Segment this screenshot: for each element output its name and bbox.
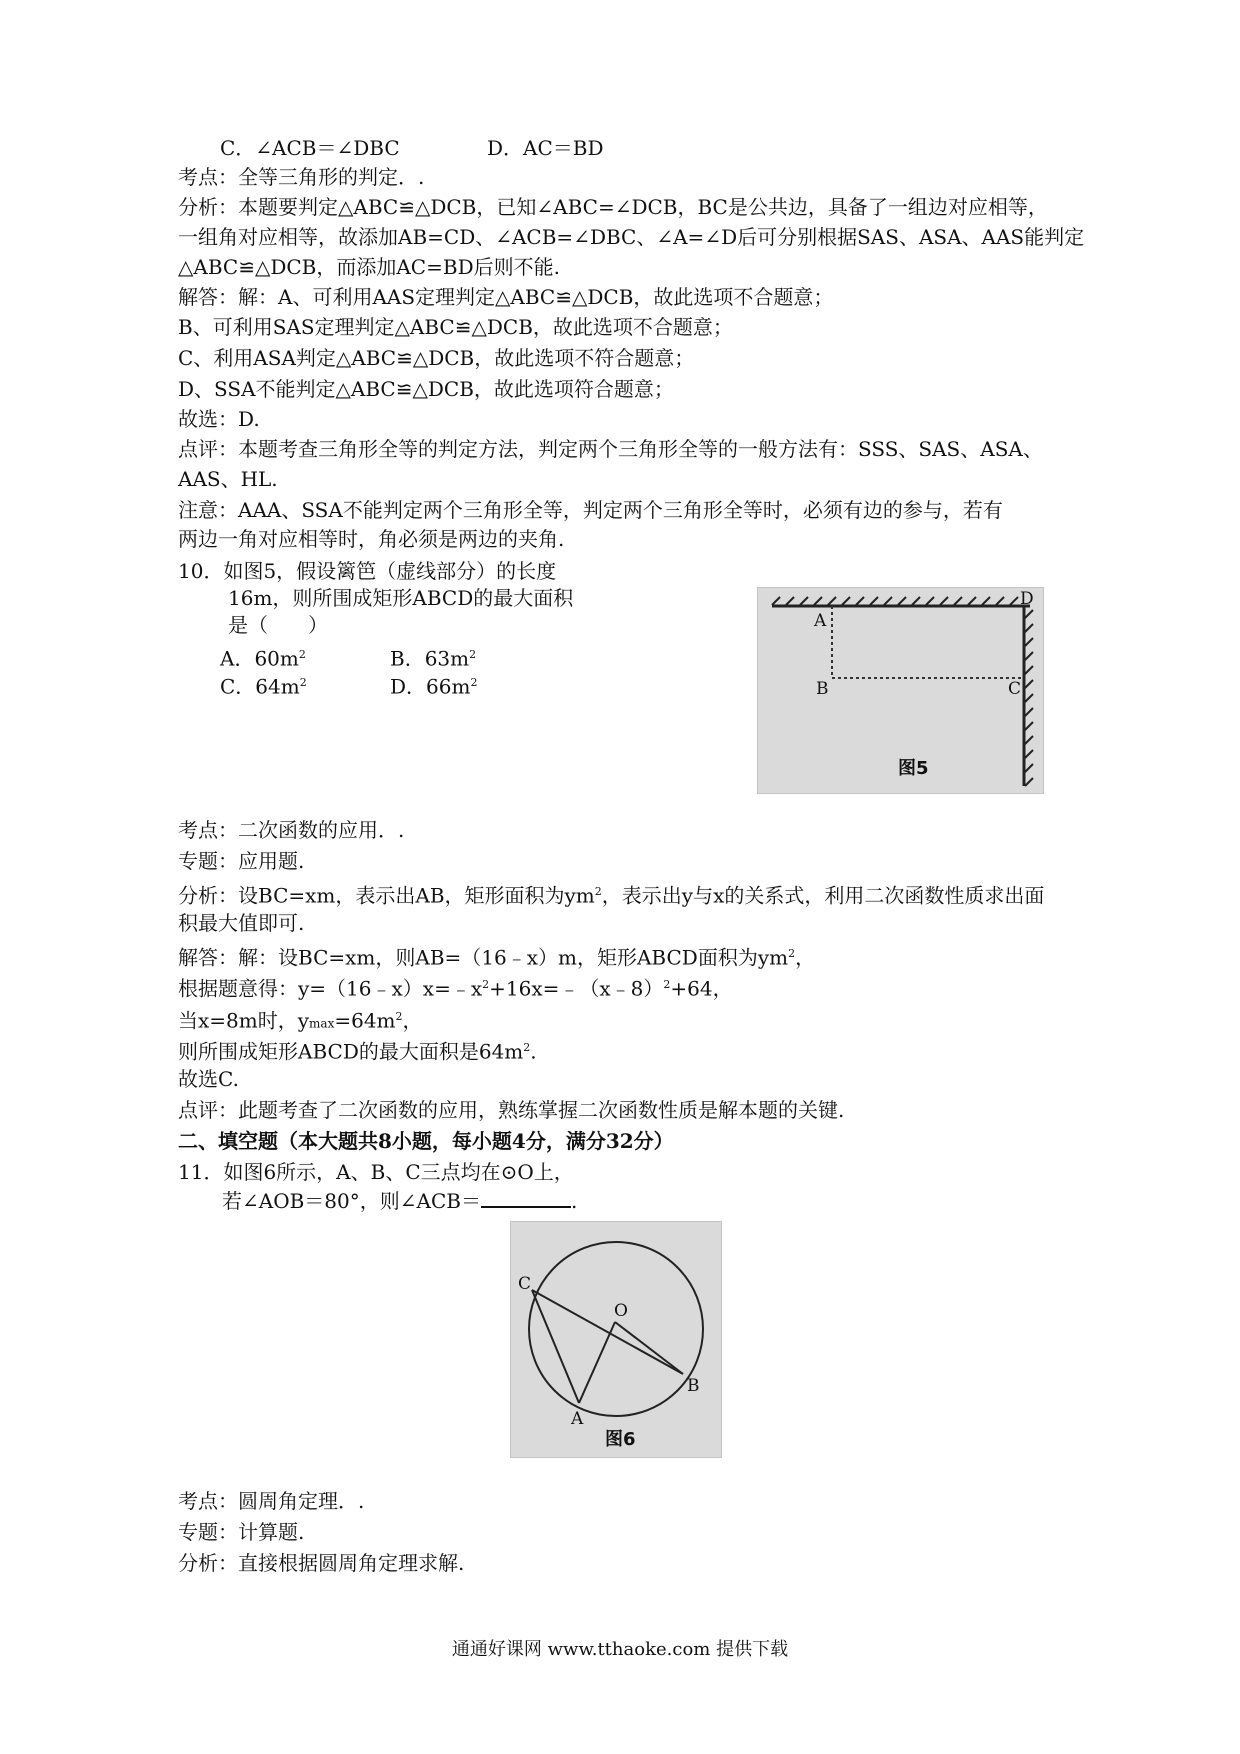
q9-zhuyi-line2: 两边一角对应相等时，角必须是两边的夹角. (178, 527, 565, 551)
q11-stem-line1: 11．如图6所示，A、B、C三点均在⊙O上， (178, 1160, 574, 1184)
label-a: A (571, 1409, 584, 1429)
q10-kaodian: 考点：二次函数的应用．. (178, 818, 405, 842)
answer-blank (481, 1186, 571, 1208)
q10-option-d: D．$66m^2$ (390, 674, 478, 699)
q9-jieda-line4: D、SSA不能判定△ABC≌△DCB，故此选项符合题意； (178, 377, 674, 401)
q9-answer: 故选：D. (178, 407, 260, 431)
q10-stem-line3: 是（ ） (228, 613, 328, 637)
wall-top-hatching (772, 597, 1018, 605)
q9-jieda-line3: C、利用ASA判定△ABC≌△DCB，故此选项不符合题意； (178, 346, 695, 370)
label-d: D (1020, 589, 1034, 609)
label-o: O (614, 1301, 628, 1321)
q9-dianping-line2: AAS、HL. (178, 467, 278, 491)
q10-fenxi-line1: 分析：设BC=xm，表示出AB，矩形面积为$ym^2$，表示出y与x的关系式，利用二次函数性质求出面 (178, 883, 1045, 908)
q10-option-a: A．$60m^2$ (220, 646, 306, 671)
circle-o (529, 1242, 703, 1416)
q9-jieda-line1: 解答：解：A、可利用AAS定理判定△ABC≌△DCB，故此选项不合题意； (178, 285, 834, 309)
q11-kaodian: 考点：圆周角定理．. (178, 1489, 365, 1513)
figure-6-caption: 图6 (605, 1429, 636, 1450)
label-b: B (687, 1376, 700, 1396)
label-b: B (816, 679, 829, 699)
label-c: C (1008, 679, 1022, 699)
segment-cb (532, 1290, 683, 1374)
q11-zhuanti: 专题：计算题. (178, 1520, 305, 1544)
q9-kaodian: 考点：全等三角形的判定．. (178, 165, 425, 189)
q10-fenxi-line2: 积最大值即可. (178, 911, 305, 935)
q9-option-d: D．AC＝BD (487, 136, 604, 160)
q9-fenxi-line2: 一组角对应相等，故添加AB=CD、∠ACB=∠DBC、∠A=∠D后可分别根据SAS、ASA、AAS能判定 (178, 225, 1085, 249)
wall-right-hatching (1025, 610, 1033, 786)
q10-stem-line2: 16m，则所围成矩形ABCD的最大面积 (228, 586, 574, 610)
label-c: C (518, 1274, 532, 1294)
q10-jieda-line3: 当x=8m时，$ymax=64m^2$， (178, 1008, 423, 1033)
q10-jieda-line1: 解答：解：设BC=xm，则AB=（16﹣x）m，矩形ABCD面积为$ym^2$， (178, 945, 816, 970)
q10-option-b: B．$63m^2$ (390, 646, 477, 671)
q11-stem-line2: 若∠AOB＝80°，则∠ACB＝ . (222, 1186, 577, 1216)
q9-fenxi-line3: △ABC≌△DCB，而添加AC=BD后则不能. (178, 255, 560, 279)
q10-answer: 故选C. (178, 1067, 239, 1091)
segment-ob (615, 1322, 683, 1374)
figure-5 (757, 587, 1044, 794)
page-footer: 通通好课网 www.tthaoke.com 提供下载 (451, 1639, 789, 1660)
figure-6-diagram (511, 1222, 721, 1457)
q10-stem-line1: 10．如图5，假设篱笆（虚线部分）的长度 (178, 559, 557, 583)
section-2-heading: 二、填空题（本大题共8小题，每小题4分，满分32分） (178, 1129, 674, 1153)
q11-fenxi: 分析：直接根据圆周角定理求解. (178, 1551, 465, 1575)
q10-zhuanti: 专题：应用题. (178, 849, 305, 873)
figure-5-diagram (758, 588, 1043, 793)
segment-ca (532, 1290, 579, 1403)
q10-jieda-line4: 则所围成矩形ABCD的最大面积是$64m^2$. (178, 1039, 537, 1064)
q9-dianping-line1: 点评：本题考查三角形全等的判定方法，判定两个三角形全等的一般方法有：SSS、SAS、ASA、 (178, 437, 1043, 461)
q9-jieda-line2: B、可利用SAS定理判定△ABC≌△DCB，故此选项不合题意； (178, 315, 733, 339)
q10-option-c: C．$64m^2$ (220, 674, 307, 699)
q10-jieda-line2: 根据题意得：$y=(16﹣x)x=﹣x^2+16x=﹣(x﹣8)^2+64$， (178, 976, 733, 1001)
q9-option-c: C．∠ACB＝∠DBC (220, 136, 400, 160)
label-a: A (814, 611, 827, 631)
figure-5-caption: 图5 (898, 758, 929, 779)
q10-dianping: 点评：此题考查了二次函数的应用，熟练掌握二次函数性质是解本题的关键. (178, 1098, 845, 1122)
q9-zhuyi-line1: 注意：AAA、SSA不能判定两个三角形全等，判定两个三角形全等时，必须有边的参与，若有 (178, 498, 1003, 522)
segment-ao (579, 1322, 615, 1403)
q9-fenxi-line1: 分析：本题要判定△ABC≌△DCB，已知∠ABC=∠DCB，BC是公共边，具备了一组边对应相等， (178, 195, 1048, 219)
figure-6 (510, 1221, 722, 1458)
